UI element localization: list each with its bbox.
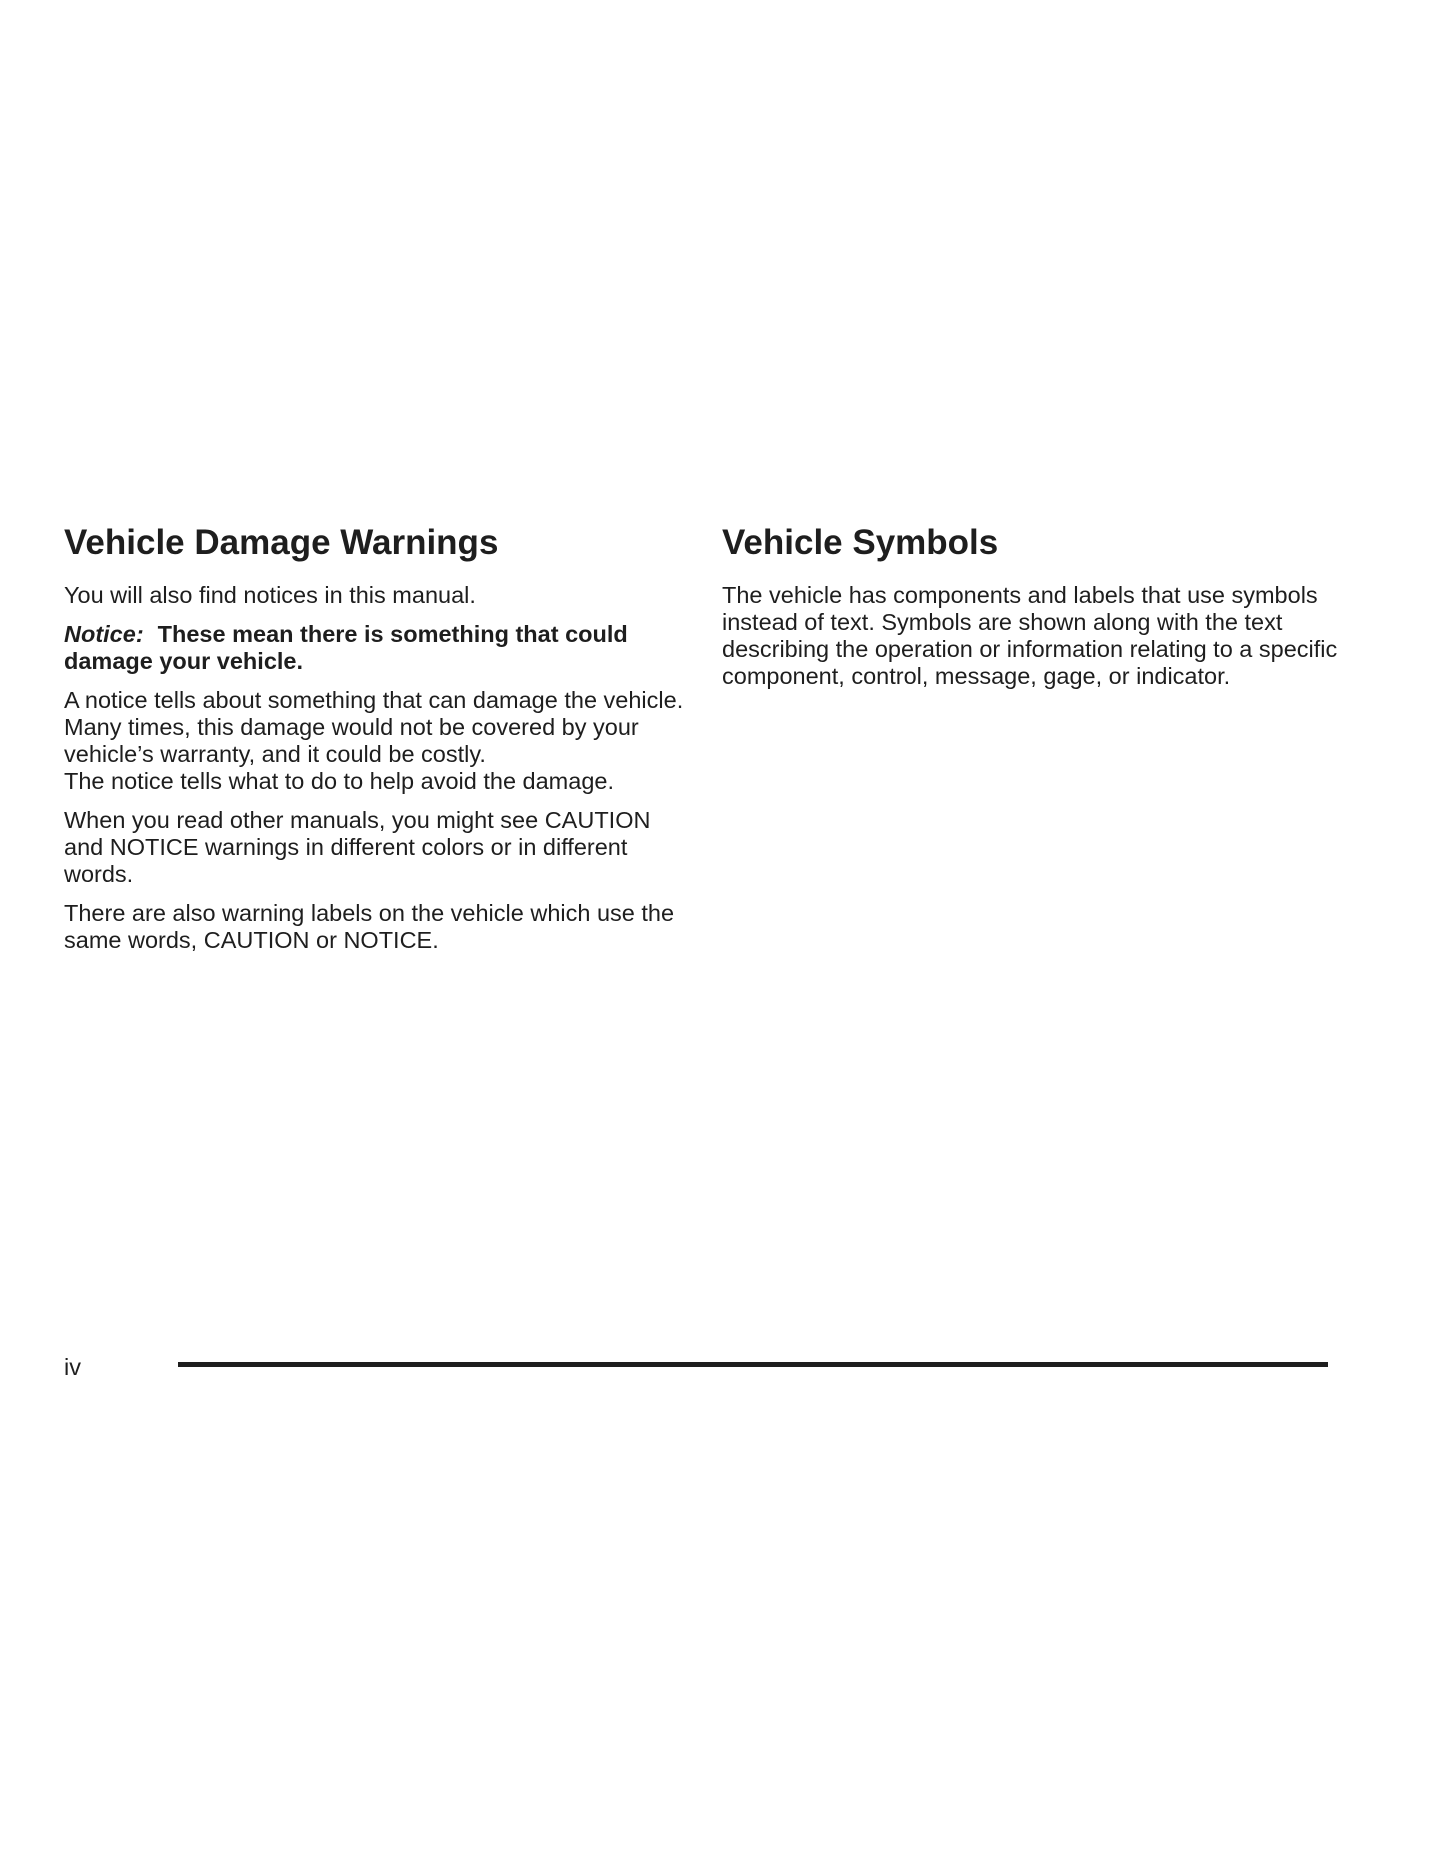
footer-rule xyxy=(178,1362,1328,1367)
intro-paragraph: You will also find notices in this manual. xyxy=(64,582,476,608)
notice-explanation-line-2: The notice tells what to do to help avoid the damage. xyxy=(64,768,614,794)
page-number: iv xyxy=(64,1354,81,1380)
notice-block xyxy=(64,621,684,675)
notice-explanation-line-1: A notice tells about something that can damage the vehicle. Many times, this damage would not be covered by your vehicle’s warranty, and it could be costly. xyxy=(64,687,684,767)
notice-explanation-paragraph xyxy=(64,687,684,795)
notice-text: These mean there is something that could damage your vehicle. xyxy=(64,621,628,674)
notice-label: Notice: xyxy=(64,621,144,647)
symbols-paragraph: The vehicle has components and labels that use symbols instead of text. Symbols are shown along with the text describing the operation or information relating to a specific component, control, message, gage, or indicator. xyxy=(722,582,1338,689)
warning-labels-paragraph: There are also warning labels on the vehicle which use the same words, CAUTION or NOTICE. xyxy=(64,900,675,953)
other-manuals-paragraph: When you read other manuals, you might see CAUTION and NOTICE warnings in different colors or in different words. xyxy=(64,807,651,887)
section-heading-vehicle-damage-warnings: Vehicle Damage Warnings xyxy=(64,523,499,562)
right-column xyxy=(722,522,1342,702)
section-heading-vehicle-symbols: Vehicle Symbols xyxy=(722,523,999,562)
left-column xyxy=(64,522,684,966)
